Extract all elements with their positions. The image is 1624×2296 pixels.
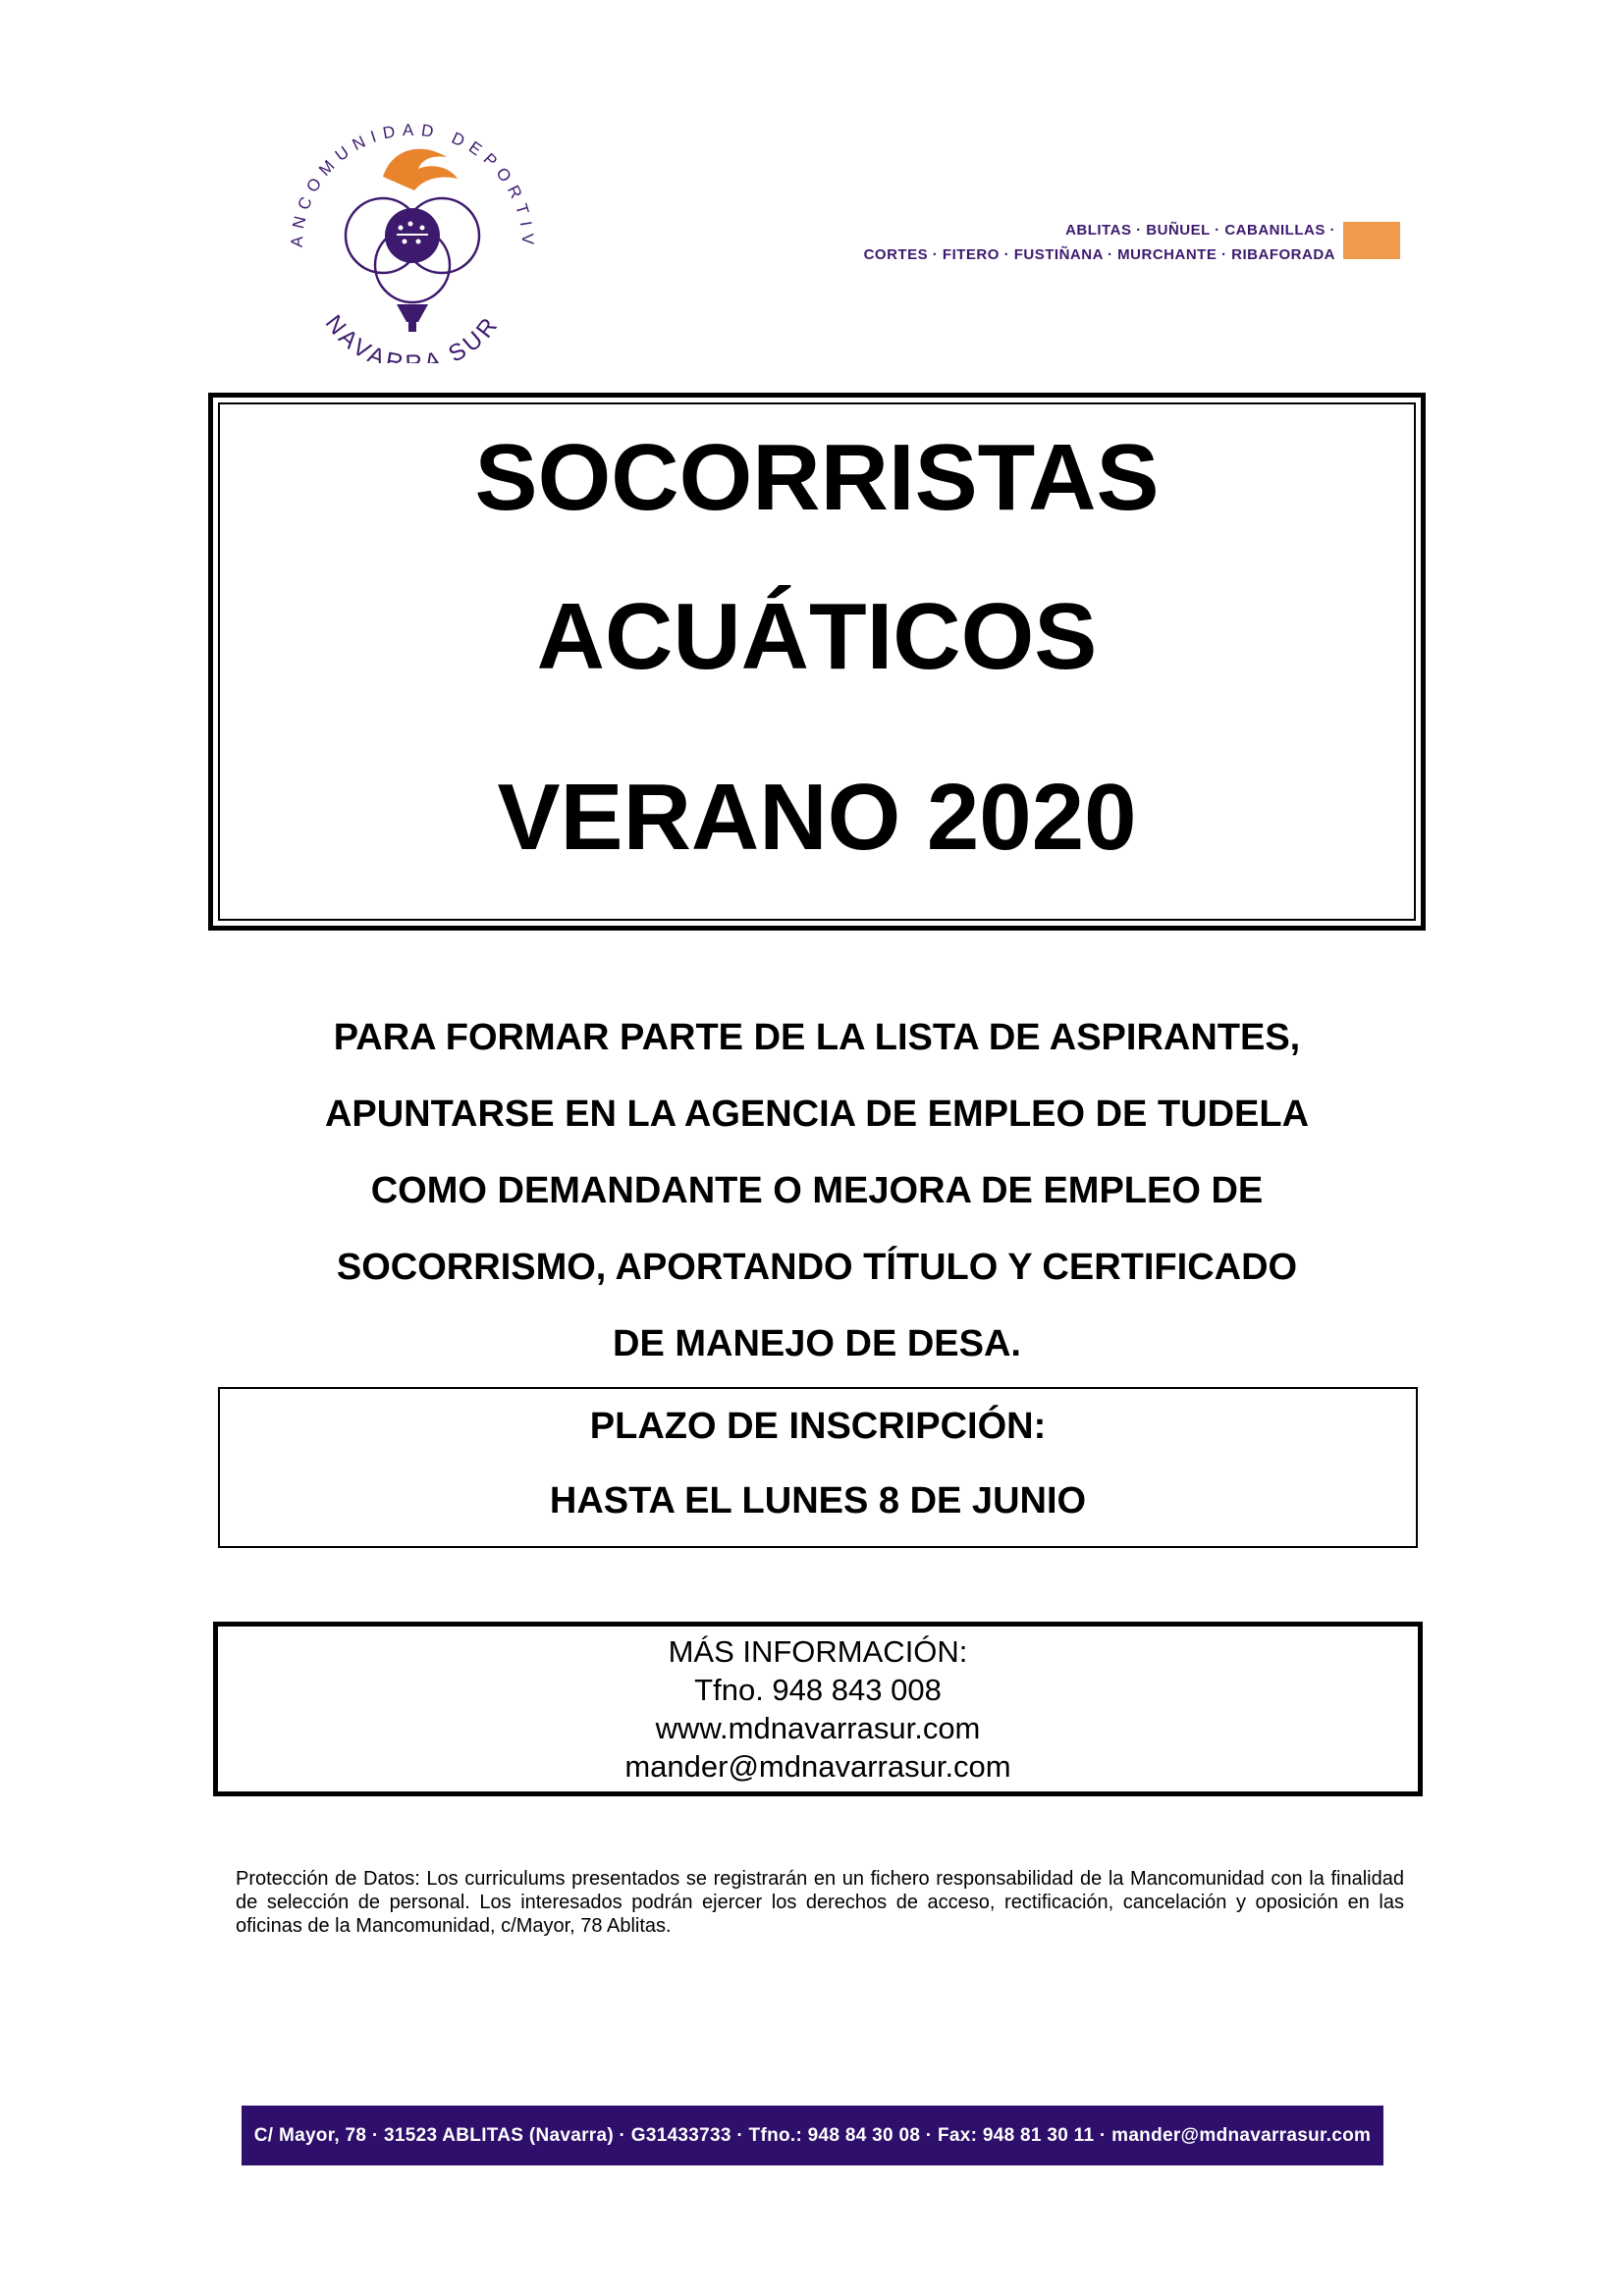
torch-base-icon	[397, 304, 428, 322]
instructions	[208, 999, 1426, 1382]
deadline-date: HASTA EL LUNES 8 DE JUNIO	[549, 1480, 1087, 1522]
instructions-line: PARA FORMAR PARTE DE LA LISTA DE ASPIRANTES,	[333, 1017, 1301, 1058]
info-phone: Tfno. 948 843 008	[694, 1673, 942, 1707]
footer-contact-text: C/ Mayor, 78 · 31523 ABLITAS (Navarra) · G31433733 · Tfno.: 948 84 30 08 · Fax: 948 81 30 11 · mander@mdnavarrasur.com	[253, 2125, 1372, 2146]
footer-bar	[242, 2106, 1383, 2165]
instructions-line: APUNTARSE EN LA AGENCIA DE EMPLEO DE TUDELA	[324, 1094, 1310, 1135]
data-protection-notice: Protección de Datos: Los curriculums presentados se registrarán en un fichero responsabilidad de la Mancomunidad con la finalidad de selección de personal. Los interesados podrán ejercer los derechos de acceso, rectificación, cancelación y oposición en las oficinas de la Mancomunidad, c/Mayor, 78 Ablitas.	[236, 1868, 1404, 1937]
member-towns	[844, 218, 1335, 267]
instructions-line: SOCORRISMO, APORTANDO TÍTULO Y CERTIFICADO	[336, 1247, 1298, 1288]
info-box	[213, 1622, 1423, 1796]
instructions-line: COMO DEMANDANTE O MEJORA DE EMPLEO DE	[370, 1170, 1264, 1211]
title-line-3: VERANO 2020	[497, 765, 1137, 870]
title-line-2: ACUÁTICOS	[536, 584, 1098, 689]
flame-icon	[383, 149, 458, 190]
logo-arc-top-text: ANCOMUNIDAD DEPORTIV	[287, 120, 538, 251]
mancomunidad-logo	[275, 98, 550, 363]
deadline-label: PLAZO DE INSCRIPCIÓN:	[589, 1406, 1047, 1447]
deadline-box	[218, 1387, 1418, 1548]
towns-line-2: CORTES · FITERO · FUSTIÑANA · MURCHANTE · RIBAFORADA	[863, 246, 1335, 263]
info-heading: MÁS INFORMACIÓN:	[668, 1634, 968, 1669]
logo-emblem	[275, 98, 550, 363]
orange-accent-block	[1343, 222, 1400, 259]
title-box-inner-border	[218, 402, 1416, 921]
logo-arc-bottom-text: NAVAR A SUR	[319, 309, 506, 363]
title-line-1: SOCORRISTAS	[474, 425, 1160, 530]
info-website: www.mdnavarrasur.com	[655, 1711, 981, 1745]
torch-stem	[408, 322, 416, 332]
instructions-line: DE MANEJO DE DESA.	[613, 1323, 1021, 1364]
title-box	[208, 393, 1426, 931]
towns-line-1: ABLITAS · BUÑUEL · CABANILLAS ·	[1065, 222, 1335, 239]
info-email: mander@mdnavarrasur.com	[624, 1749, 1011, 1784]
